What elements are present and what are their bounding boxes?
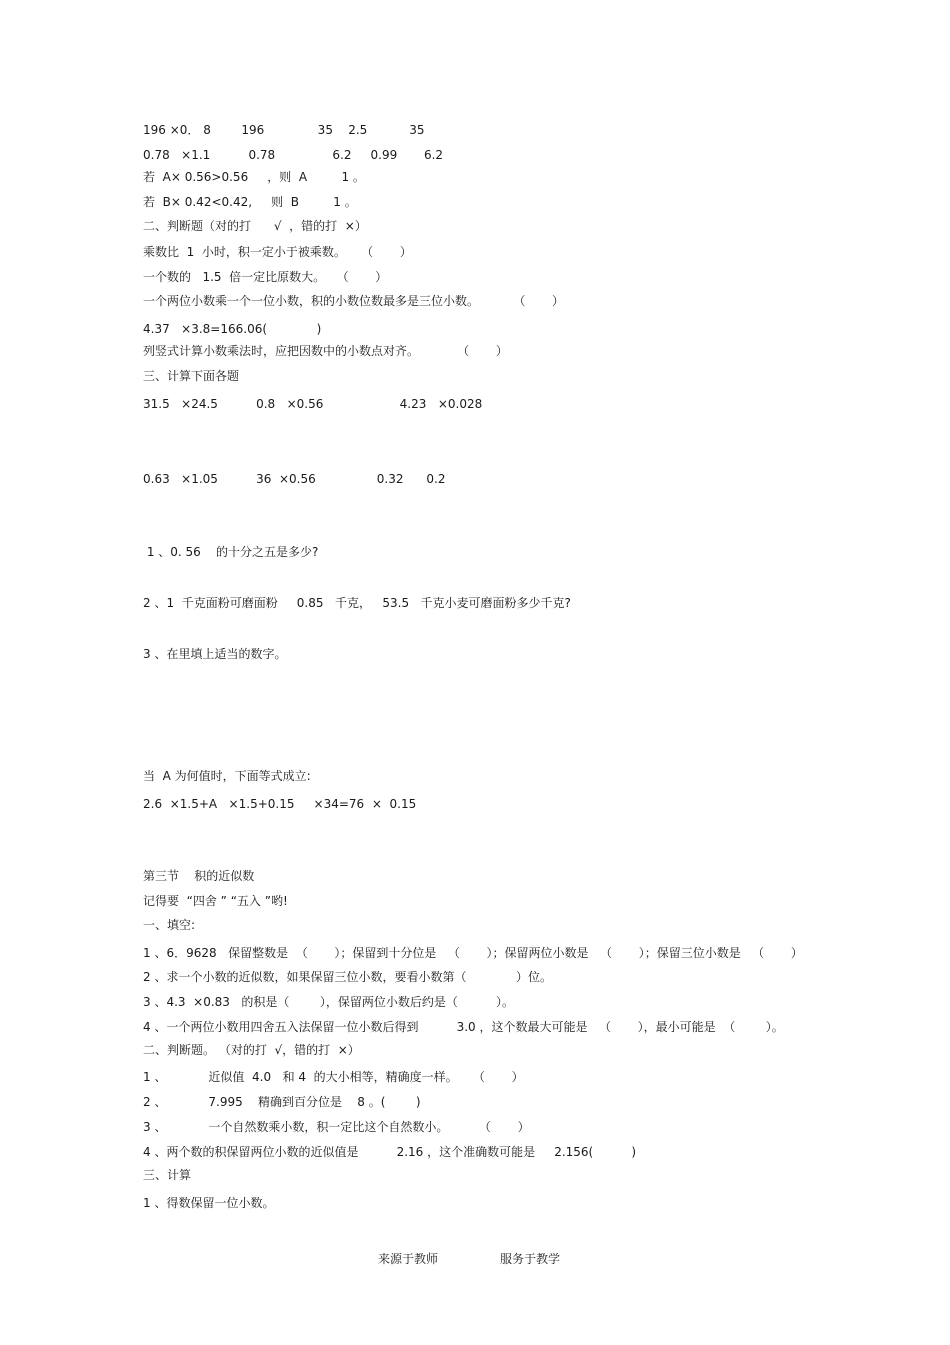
text-line: 31.5 ×24.5 0.8 ×0.56 4.23 ×0.028 [143, 397, 483, 411]
text-line: 当 A 为何值时，下面等式成立: [143, 769, 311, 783]
text-line: 0.63 ×1.05 36 ×0.56 0.32 0.2 [143, 472, 446, 486]
text-line: 列竖式计算小数乘法时，应把因数中的小数点对齐。 （ ） [143, 344, 508, 358]
text-line: 3 、 一个自然数乘小数，积一定比这个自然数小。 （ ） [143, 1120, 530, 1134]
text-line: 4.37 ×3.8=166.06( ) [143, 322, 322, 336]
text-line: 0.78 ×1.1 0.78 6.2 0.99 6.2 [143, 148, 444, 162]
text-line: 4 、两个数的积保留两位小数的近似值是 2.16 ，这个准确数可能是 2.156( ) [143, 1145, 637, 1159]
text-line: 4 、一个两位小数用四舍五入法保留一位小数后得到 3.0 ，这个数最大可能是 （ ），最小可能是 （ ）。 [143, 1020, 784, 1034]
text-line: 3 、4.3 ×0.83 的积是（ ），保留两位小数后约是（ ）。 [143, 995, 515, 1009]
text-line: 2 、 7.995 精确到百分位是 8 。( ) [143, 1095, 421, 1109]
text-line: 一个数的 1.5 倍一定比原数大。 （ ） [143, 270, 388, 284]
text-line: 2 、1 千克面粉可磨面粉 0.85 千克， 53.5 千克小麦可磨面粉多少千克? [143, 596, 571, 610]
text-line: 一个两位小数乘一个一位小数，积的小数位数最多是三位小数。 （ ） [143, 294, 565, 308]
section-heading: 二、判断题（对的打 √ ，错的打 ×） [143, 219, 367, 233]
text-line: 1 、0. 56 的十分之五是多少? [143, 545, 319, 559]
text-line: 1 、6．9628 保留整数是 （ ）；保留到十分位是 （ ）；保留两位小数是 （ ）；保留三位小数是 （ ） [143, 946, 803, 960]
section-heading: 二、判断题。 （对的打 √，错的打 ×） [143, 1043, 360, 1057]
footer-right: 服务于教学 [500, 1252, 561, 1266]
section-heading: 三、计算 [143, 1168, 192, 1182]
text-line: 196 ×0． 8 196 35 2.5 35 [143, 123, 425, 137]
text-line: 记得要 “四舍 ” “五入 ”哟! [143, 894, 288, 908]
text-line: 乘数比 1 小时，积一定小于被乘数。 （ ） [143, 245, 412, 259]
section-heading: 一、填空: [143, 918, 196, 932]
text-line: 1 、得数保留一位小数。 [143, 1196, 275, 1210]
text-line: 2.6 ×1.5+A ×1.5+0.15 ×34=76 × 0.15 [143, 797, 417, 811]
section-heading: 三、计算下面各题 [143, 369, 240, 383]
section-heading: 第三节 积的近似数 [143, 869, 255, 883]
text-line: 1 、 近似值 4.0 和 4 的大小相等，精确度一样。 （ ） [143, 1070, 524, 1084]
text-line: 3 、在里填上适当的数字。 [143, 647, 287, 661]
text-line: 若 B× 0.42<0.42, 则 B 1 。 [143, 195, 357, 209]
footer-left: 来源于教师 [378, 1252, 439, 1266]
text-line: 若 A× 0.56>0.56 ，则 A 1 。 [143, 170, 365, 184]
text-line: 2 、求一个小数的近似数，如果保留三位小数，要看小数第（ ）位。 [143, 970, 553, 984]
